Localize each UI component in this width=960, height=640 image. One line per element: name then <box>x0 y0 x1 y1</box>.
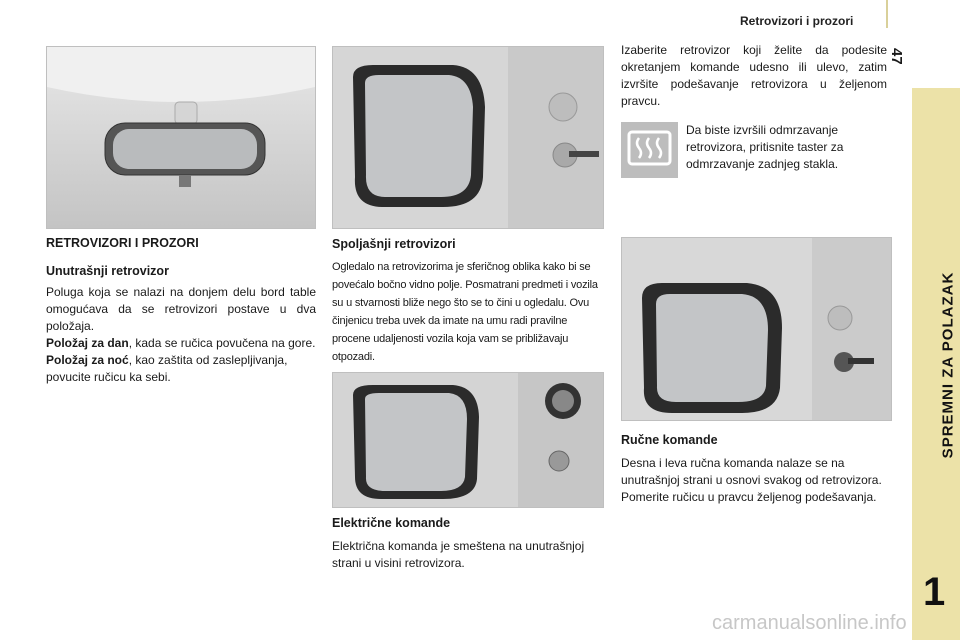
electric-controls-heading: Električne komande <box>332 516 451 530</box>
manual-control-photo <box>621 237 892 421</box>
manual-controls-instruction: Pomerite ručicu u pravcu željenog podešavanja. <box>621 490 877 504</box>
select-mirror-instructions: Izaberite retrovizor koji želite da podesite okretanjem komande udesno ili ulevo, zatim izvršite podešavanje retrovizora u željenom pravcu. <box>621 43 887 108</box>
defrost-note <box>686 122 886 173</box>
interior-mirror-heading: Unutrašnji retrovizor <box>46 264 169 278</box>
page-header-title: Retrovizori i prozori <box>740 14 854 28</box>
watermark: carmanualsonline.info <box>712 612 907 634</box>
column-controls-intro <box>621 42 887 110</box>
electric-control-photo <box>332 372 604 508</box>
section-heading: RETROVIZORI I PROZORI <box>46 236 199 250</box>
electric-controls-block <box>332 516 604 572</box>
manual-controls-block <box>621 433 887 506</box>
column-interior <box>46 236 316 386</box>
rear-defrost-icon <box>621 122 678 178</box>
header-divider <box>886 0 888 28</box>
electric-controls-description: Električna komanda je smeštena na unutrašnjoj strani u visini retrovizora. <box>332 539 585 570</box>
chapter-number: 1 <box>923 570 946 614</box>
day-position-text: Položaj za dan, kada se ručica povučena na gore. <box>46 336 316 350</box>
manual-controls-description: Desna i leva ručna komanda nalaze se na unutrašnjoj strani u osnovi svakog od retrovizora. <box>621 456 882 487</box>
exterior-mirrors-description: Ogledalo na retrovizorima je sferičnog oblika kako bi se povećalo bočno vidno polje. Posmatrani predmeti i vozila su u stvarnosti bliže nego što se to čini u ogledalu. Ovu činjenicu treba uvek da imate na umu radi pravilne procene udaljenosti vozila koja vam se približavaju otpozadi. <box>332 261 598 363</box>
page-number: 47 <box>888 48 905 65</box>
manual-controls-heading: Ručne komande <box>621 433 718 447</box>
day-position-label: Položaj za dan <box>46 336 129 350</box>
night-position-text: Položaj za noć, kao zaštita od zaslepljivanja, povucite ručicu ka sebi. <box>46 353 288 384</box>
column-exterior <box>332 237 604 366</box>
exterior-mirrors-heading: Spoljašnji retrovizori <box>332 237 456 251</box>
night-position-label: Položaj za noć <box>46 353 129 367</box>
defrost-instructions: Da biste izvršili odmrzavanje retrovizora, pritisnite taster za odmrzavanje zadnjeg stakla. <box>686 123 844 171</box>
exterior-mirror-photo <box>332 46 604 229</box>
interior-mirror-photo <box>46 46 316 229</box>
interior-mirror-description: Poluga koja se nalazi na donjem delu bord table omogućava da se retrovizori postave u dva položaja. <box>46 285 316 333</box>
chapter-title: SPREMNI ZA POLAZAK <box>939 271 957 459</box>
